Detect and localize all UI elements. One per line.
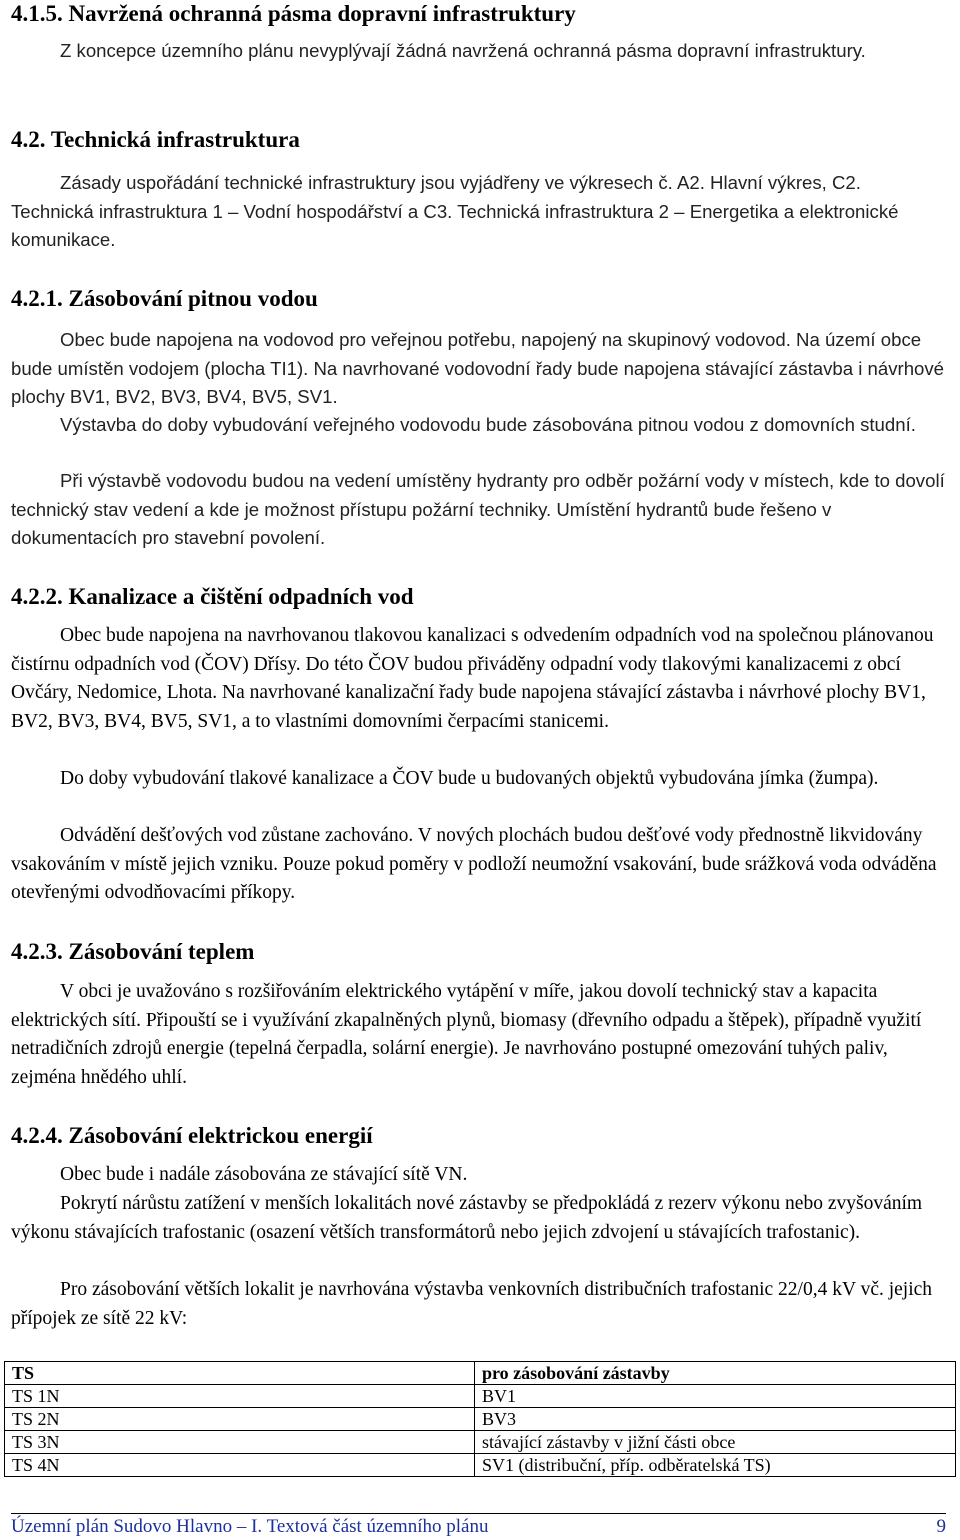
table-row [5,1408,956,1431]
table-row [5,1385,956,1408]
transformer-stations-table [4,1361,956,1477]
table-header-row [5,1362,956,1385]
heading-4-2-2: 4.2.2. Kanalizace a čištění odpadních vod [11,584,414,609]
paragraph-4-2-4-3: Pro zásobování větších lokalit je navrhována výstavba venkovních distribučních trafostanic 22/0,4 kV vč. jejich přípojek ze sítě 22 kV: [11,1279,933,1329]
table-cell-ts: TS 1N [5,1385,475,1408]
footer-document-title: Územní plán Sudovo Hlavno – I. Textová část územního plánu [11,1516,489,1537]
table-cell-ts: TS 2N [5,1408,475,1431]
heading-4-1-5: 4.1.5. Navržená ochranná pásma dopravní infrastruktury [11,1,576,26]
table-cell-purpose: stávající zástavby v jižní části obce [475,1431,956,1454]
table-cell-purpose: BV3 [475,1408,956,1431]
heading-4-2: 4.2. Technická infrastruktura [11,127,300,152]
table-cell-ts: TS 4N [5,1454,475,1477]
table-row [5,1431,956,1454]
heading-4-2-4: 4.2.4. Zásobování elektrickou energií [11,1123,373,1148]
table-cell-purpose: SV1 (distribuční, příp. odběratelská TS) [475,1454,956,1477]
heading-4-2-3: 4.2.3. Zásobování teplem [11,939,255,964]
paragraph-4-2-1: Zásady uspořádání technické infrastruktury jsou vyjádřeny ve výkresech č. A2. Hlavní výkres, C2. Technická infrastruktura 1 – Vodní hospodářství a C3. Technická infrastruktura 2 – Energetika a elektronické komunikace. [11,172,899,251]
paragraph-4-2-4-2: Pokrytí nárůstu zatížení v menších lokalitách nové zástavby se předpokládá z rezerv výkonu nebo zvyšováním výkonu stávajících trafostanic (osazení větších transformátorů nebo jejich zdvojení u stávajících trafostanic). [11,1193,923,1243]
paragraph-4-2-3-1: V obci je uvažováno s rozšiřováním elektrického vytápění v míře, jakou dovolí technický stav a kapacita elektrických sítí. Připouští se i využívání zkapalněných plynů, biomasy (dřevního odpadu a štěpek), případně využití netradičních zdrojů energie (tepelná čerpadla, solární energie). Je navrhováno postupné omezování tuhých paliv, zejména hnědého uhlí. [11,981,922,1088]
paragraph-4-2-4-1: Obec bude i nadále zásobována ze stávající sítě VN. [60,1164,468,1185]
paragraph-4-2-2-3: Odvádění dešťových vod zůstane zachováno. V nových plochách budou dešťové vody přednostně likvidovány vsakováním v místě jejich vzniku. Pouze pokud poměry v podloží neumožní vsakování, bude srážková voda odváděna otevřenými odvodňovacími příkopy. [11,825,937,904]
paragraph-4-2-2-1: Obec bude napojena na navrhovanou tlakovou kanalizaci s odvedením odpadních vod na společnou plánovanou čistírnu odpadních vod (ČOV) Dřísy. Do této ČOV budou přiváděny odpadní vody tlakovými kanalizacemi z obcí Ovčáry, Nedomice, Lhota. Na navrhované kanalizační řady bude napojena stávající zástavba i návrhové plochy BV1, BV2, BV3, BV4, BV5, SV1, a to vlastními domovními čerpacími stanicemi. [11,625,934,732]
paragraph-4-2-2-2: Do doby vybudování tlakové kanalizace a ČOV bude u budovaných objektů vybudována jímka (žumpa). [60,768,879,789]
footer-page-number: 9 [936,1516,946,1537]
paragraph-4-2-1-1: Obec bude napojena na vodovod pro veřejnou potřebu, napojený na skupinový vodovod. Na území obce bude umístěn vodojem (plocha TI1). Na navrhované vodovodní řady bude napojena stávající zástavba i návrhové plochy BV1, BV2, BV3, BV4, BV5, SV1. [11,329,945,408]
table-cell-ts: TS 3N [5,1431,475,1454]
heading-4-2-1: 4.2.1. Zásobování pitnou vodou [11,286,318,311]
table-cell-purpose: BV1 [475,1385,956,1408]
paragraph-4-2-1-3: Při výstavbě vodovodu budou na vedení umístěny hydranty pro odběr požární vody v místech, kde to dovolí technický stav vedení a kde je možnost přístupu požární techniky. Umístění hydrantů bude řešeno v dokumentacích pro stavební povolení. [11,470,945,549]
page-footer [11,1513,946,1540]
table-header-ts: TS [5,1362,475,1385]
table-header-purpose: pro zásobování zástavby [475,1362,956,1385]
paragraph-4-2-1-2: Výstavba do doby vybudování veřejného vodovodu bude zásobována pitnou vodou z domovních studní. [60,414,916,435]
table-row [5,1454,956,1477]
paragraph-4-1-5-1: Z koncepce územního plánu nevyplývají žádná navržená ochranná pásma dopravní infrastruktury. [60,40,866,61]
